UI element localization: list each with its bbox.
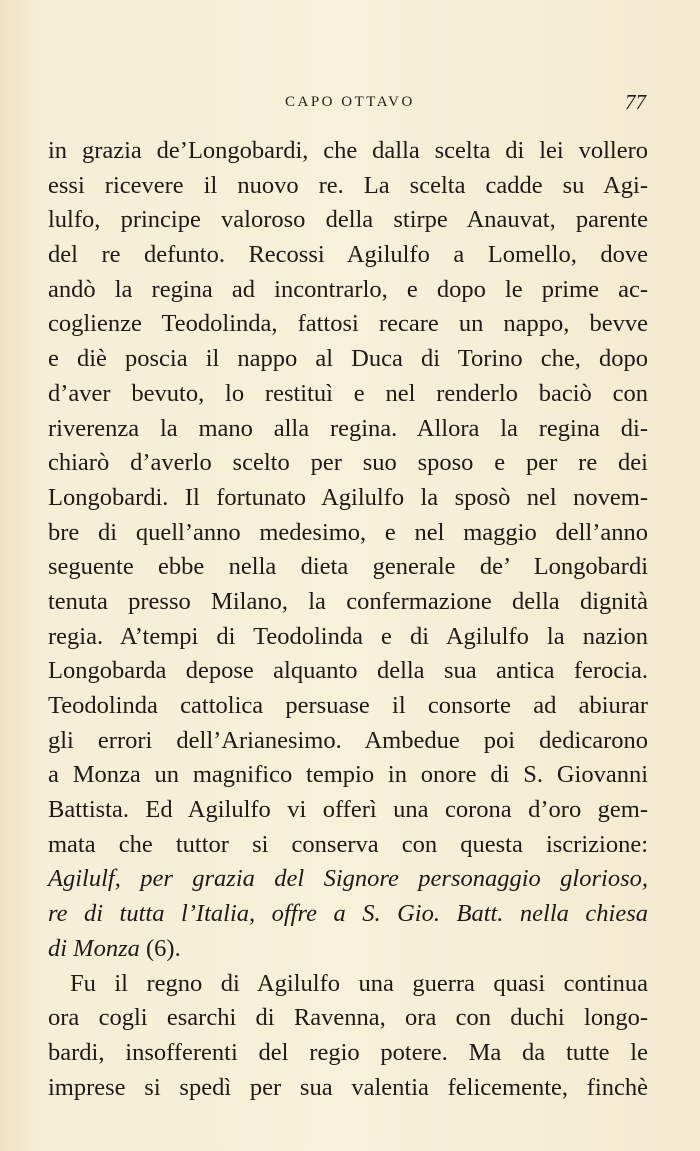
inscription-line: re di tutta l’Italia, offre a S. Gio. Batt. nella chiesa	[48, 900, 648, 928]
text-line: andò la regina ad incontrarlo, e dopo le prime ac-	[48, 275, 648, 303]
footnote-ref: (6).	[139, 934, 181, 962]
text-line: mata che tuttor si conserva con questa iscrizione:	[48, 830, 648, 858]
text-line: d’aver bevuto, lo restituì e nel renderlo baciò con	[48, 379, 648, 407]
running-head: CAPO OTTAVO	[285, 94, 415, 110]
text-line: regia. A’tempi di Teodolinda e di Agilulfo la nazion	[48, 622, 648, 650]
text-line: chiarò d’averlo scelto per suo sposo e per re dei	[48, 449, 648, 477]
text-line: riverenza la mano alla regina. Allora la regina di-	[48, 414, 648, 442]
text-line: in grazia de’Longobardi, che dalla scelta di lei vollero	[48, 137, 648, 164]
text-line: essi ricevere il nuovo re. La scelta cadde su Agi-	[48, 171, 648, 199]
text-line: Longobarda depose alquanto della sua antica ferocia.	[48, 657, 648, 685]
text-line: Fu il regno di Agilulfo una guerra quasi continua	[70, 969, 648, 997]
text-line: del re defunto. Recossi Agilulfo a Lomello, dove	[48, 241, 648, 269]
text-line: gli errori dell’Arianesimo. Ambedue poi dedicarono	[48, 726, 648, 754]
text-line: tenuta presso Milano, la confermazione della dignità	[48, 587, 648, 615]
text-line: seguente ebbe nella dieta generale de’ Longobardi	[48, 553, 648, 581]
text-line: Longobardi. Il fortunato Agilulfo la sposò nel novem-	[48, 483, 648, 511]
text-line: Teodolinda cattolica persuase il consorte ad abiurar	[48, 692, 648, 719]
page-number: 77	[625, 90, 646, 114]
text-line: bre di quell’anno medesimo, e nel maggio dell’anno	[48, 518, 648, 546]
text-line: e diè poscia il nappo al Duca di Torino che, dopo	[48, 345, 648, 373]
text-line: lulfo, principe valoroso della stirpe Anauvat, parente	[48, 206, 648, 234]
text-line: bardi, insofferenti del regio potere. Ma da tutte le	[48, 1038, 648, 1066]
paragraph-2	[48, 967, 648, 1106]
text-line: a Monza un magnifico tempio in onore di S. Giovanni	[48, 761, 648, 789]
text-line: Battista. Ed Agilulfo vi offerì una corona d’oro gem-	[48, 796, 648, 824]
text-line: imprese si spedì per sua valentia felicemente, finchè	[48, 1073, 648, 1101]
page-header	[0, 90, 700, 120]
body-text	[48, 134, 648, 1105]
text-line: ora cogli esarchi di Ravenna, ora con duchi longo-	[48, 1004, 648, 1032]
inscription-end-line	[48, 932, 648, 967]
paragraph-1	[48, 134, 648, 967]
text-line: coglienze Teodolinda, fattosi recare un nappo, bevve	[48, 310, 648, 338]
inscription-end-italic: di Monza	[48, 934, 140, 962]
inscription-line: Agilulf, per grazia del Signore personaggio glorioso,	[48, 865, 648, 893]
